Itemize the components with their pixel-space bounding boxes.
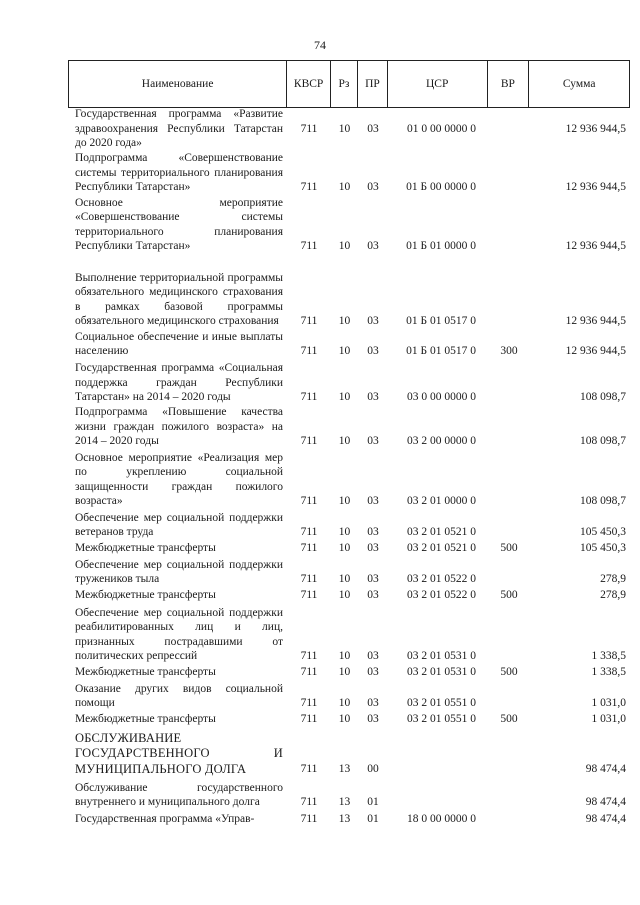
table-row (68, 151, 630, 195)
row-csr: 03 2 01 0551 0 (407, 713, 476, 726)
row-csr: 03 2 01 0521 0 (407, 526, 476, 539)
table-header (68, 60, 630, 108)
row-kvsr: 711 (300, 542, 318, 555)
row-csr: 03 2 01 0522 0 (407, 589, 476, 602)
row-sum: 1 338,5 (591, 666, 626, 679)
row-pr: 03 (367, 123, 379, 136)
row-kvsr: 711 (300, 181, 318, 194)
row-pr: 01 (367, 813, 379, 826)
row-rz: 13 (338, 813, 351, 826)
row-csr: 03 2 01 0531 0 (407, 650, 476, 663)
row-name: Обеспечение мер социальной поддержки тружеников тыла (75, 558, 283, 586)
row-kvsr: 711 (300, 763, 318, 776)
row-pr: 03 (367, 713, 379, 726)
row-csr: 18 0 00 0000 0 (407, 813, 476, 826)
row-rz: 10 (338, 589, 351, 602)
row-name: Обслуживание государственного внутреннего и муниципального долга (75, 781, 283, 809)
row-sum: 278,9 (600, 573, 626, 586)
row-name: Обеспечение мер социальной поддержки ветеранов труда (75, 511, 283, 539)
row-name: Выполнение территориальной программы обязательного медицинского страхования в рамках базовой программы обязательного медицинского страхования (75, 271, 283, 328)
row-name: Обеспечение мер социальной поддержки реабилитированных лиц и лиц, признанных пострадавшими от политических репрессий (75, 606, 283, 663)
row-sum: 278,9 (600, 589, 626, 602)
row-sum: 12 936 944,5 (565, 240, 626, 253)
budget-table (68, 60, 630, 827)
row-kvsr: 711 (300, 123, 318, 136)
row-rz: 10 (338, 240, 351, 253)
row-sum: 1 031,0 (591, 713, 626, 726)
row-rz: 10 (338, 181, 351, 194)
row-name: Государственная программа «Управ- (75, 813, 255, 826)
table-row (68, 195, 630, 254)
row-kvsr: 711 (300, 589, 318, 602)
row-name: Подпрограмма «Совершенствование системы территориального планирования Республики Татарстан» (75, 152, 283, 194)
row-vr: 300 (500, 345, 518, 358)
row-vr: 500 (500, 589, 518, 602)
row-kvsr: 711 (300, 391, 318, 404)
table-body (68, 108, 630, 827)
row-sum: 105 450,3 (580, 542, 626, 555)
table-row (68, 680, 630, 711)
row-csr: 03 0 00 0000 0 (407, 391, 476, 404)
row-csr: 03 2 01 0551 0 (407, 697, 476, 710)
table-row (68, 449, 630, 509)
row-rz: 10 (338, 345, 351, 358)
row-kvsr: 711 (300, 650, 318, 663)
row-pr: 03 (367, 435, 379, 448)
row-kvsr: 711 (300, 573, 318, 586)
row-sum: 1 031,0 (591, 697, 626, 710)
row-csr: 01 Б 00 0000 0 (406, 181, 476, 194)
row-sum: 105 450,3 (580, 526, 626, 539)
row-rz: 10 (338, 123, 351, 136)
header-rz: Рз (331, 61, 358, 107)
row-pr: 03 (367, 697, 379, 710)
row-sum: 98 474,4 (585, 813, 626, 826)
row-sum: 108 098,7 (580, 435, 626, 448)
table-row (68, 711, 630, 727)
row-sum: 108 098,7 (580, 391, 626, 404)
row-pr: 00 (367, 763, 379, 776)
row-name: Межбюджетные трансферты (75, 713, 216, 726)
row-name: Основное мероприятие «Совершенствование системы территориального планирования Республики Татарстан» (75, 196, 283, 253)
row-rz: 10 (338, 650, 351, 663)
row-pr: 03 (367, 181, 379, 194)
row-rz: 13 (338, 796, 351, 809)
row-sum: 12 936 944,5 (565, 123, 626, 136)
row-rz: 10 (338, 542, 351, 555)
row-rz: 10 (338, 495, 351, 508)
row-sum: 12 936 944,5 (565, 345, 626, 358)
row-pr: 03 (367, 391, 379, 404)
row-csr: 01 0 00 0000 0 (407, 123, 476, 136)
row-rz: 10 (338, 573, 351, 586)
row-csr: 03 2 01 0531 0 (407, 666, 476, 679)
row-csr: 03 2 01 0522 0 (407, 573, 476, 586)
header-sum: Сумма (562, 78, 596, 90)
header-kvsr: КВСР (287, 61, 331, 107)
table-row (68, 727, 630, 777)
row-name: Межбюджетные трансферты (75, 589, 216, 602)
row-rz: 10 (338, 713, 351, 726)
row-pr: 03 (367, 589, 379, 602)
row-kvsr: 711 (300, 240, 318, 253)
row-rz: 10 (338, 666, 351, 679)
row-pr: 03 (367, 315, 379, 328)
table-row (68, 587, 630, 603)
row-csr: 01 Б 01 0517 0 (406, 345, 476, 358)
row-kvsr: 711 (300, 813, 318, 826)
row-sum: 12 936 944,5 (565, 315, 626, 328)
row-sum: 12 936 944,5 (565, 181, 626, 194)
table-row (68, 556, 630, 587)
row-pr: 01 (367, 796, 379, 809)
row-kvsr: 711 (300, 315, 318, 328)
row-rz: 10 (338, 435, 351, 448)
row-kvsr: 711 (300, 713, 318, 726)
row-csr: 03 2 01 0521 0 (407, 542, 476, 555)
row-pr: 03 (367, 526, 379, 539)
row-csr: 01 Б 01 0000 0 (406, 240, 476, 253)
row-rz: 10 (338, 315, 351, 328)
row-name: Межбюджетные трансферты (75, 542, 216, 555)
row-name: Государственная программа «Развитие здравоохранения Республики Татарстан до 2020 года» (75, 108, 283, 150)
row-csr: 01 Б 01 0517 0 (406, 315, 476, 328)
page-number: 74 (314, 38, 326, 52)
table-row (68, 664, 630, 680)
row-sum: 98 474,4 (585, 796, 626, 809)
table-row (68, 254, 630, 329)
row-rz: 10 (338, 526, 351, 539)
table-row (68, 405, 630, 449)
header-csr: ЦСР (388, 61, 488, 107)
table-row (68, 777, 630, 810)
header-vr: ВР (488, 61, 530, 107)
row-pr: 03 (367, 495, 379, 508)
row-sum: 98 474,4 (585, 763, 626, 776)
header-pr: ПР (358, 61, 388, 107)
row-name: Государственная программа «Социальная поддержка граждан Республики Татарстан» на 2014 – 2020 годы (75, 362, 283, 404)
row-name: Оказание других видов социальной помощи (75, 682, 283, 710)
row-csr: 03 2 01 0000 0 (407, 495, 476, 508)
table-row (68, 329, 630, 359)
row-kvsr: 711 (300, 526, 318, 539)
row-name: Межбюджетные трансферты (75, 666, 216, 679)
row-name: Основное мероприятие «Реализация мер по укреплению социальной защищенности граждан пожилого возраста» (75, 451, 283, 508)
row-pr: 03 (367, 542, 379, 555)
row-name: Подпрограмма «Повышение качества жизни граждан пожилого возраста» на 2014 – 2020 годы (75, 406, 283, 448)
row-kvsr: 711 (300, 697, 318, 710)
row-name-section: ОБСЛУЖИВАНИЕ ГОСУДАРСТВЕННОГО И МУНИЦИПАЛЬНОГО ДОЛГА (75, 730, 283, 776)
table-row (68, 810, 630, 827)
table-row (68, 509, 630, 540)
row-rz: 10 (338, 391, 351, 404)
header-name: Наименование (69, 61, 287, 107)
row-csr: 03 2 00 0000 0 (407, 435, 476, 448)
row-name: Социальное обеспечение и иные выплаты населению (75, 330, 283, 358)
row-kvsr: 711 (300, 435, 318, 448)
row-rz: 13 (338, 763, 351, 776)
row-sum: 108 098,7 (580, 495, 626, 508)
row-vr: 500 (500, 713, 518, 726)
row-pr: 03 (367, 345, 379, 358)
row-kvsr: 711 (300, 796, 318, 809)
row-pr: 03 (367, 573, 379, 586)
row-sum: 1 338,5 (591, 650, 626, 663)
row-pr: 03 (367, 666, 379, 679)
table-row (68, 540, 630, 556)
row-kvsr: 711 (300, 495, 318, 508)
row-vr: 500 (500, 666, 518, 679)
row-kvsr: 711 (300, 345, 318, 358)
row-vr: 500 (500, 542, 518, 555)
row-pr: 03 (367, 240, 379, 253)
row-kvsr: 711 (300, 666, 318, 679)
row-rz: 10 (338, 697, 351, 710)
table-row (68, 603, 630, 664)
table-row (68, 359, 630, 405)
row-pr: 03 (367, 650, 379, 663)
